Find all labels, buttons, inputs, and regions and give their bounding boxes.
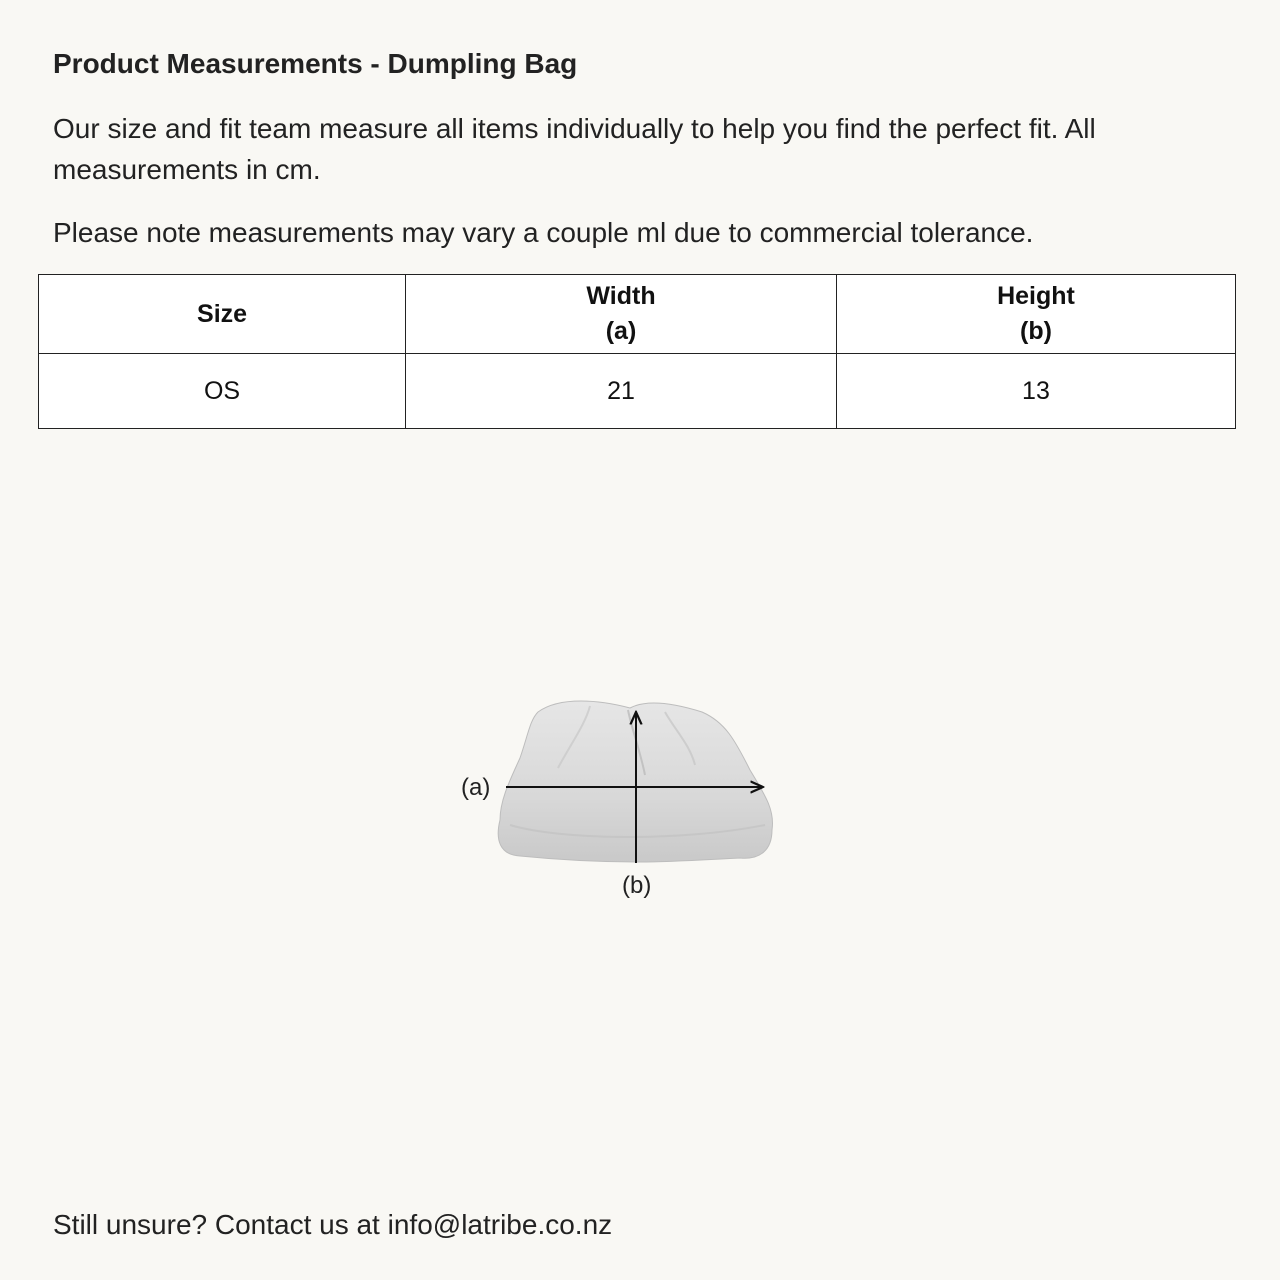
header-height-key: (b) <box>1020 317 1052 345</box>
diagram-label-width: (a) <box>461 774 491 801</box>
header-width <box>406 275 837 354</box>
table-row <box>39 354 1236 429</box>
contact-footer: Still unsure? Contact us at info@latribe.co.nz <box>53 1209 613 1240</box>
cell-height: 13 <box>836 354 1235 429</box>
diagram-label-height: (b) <box>622 872 652 899</box>
header-height <box>836 275 1235 354</box>
intro-text: Our size and fit team measure all items individually to help you find the perfect fit. All measurements in cm. <box>53 113 1096 185</box>
header-size-label: Size <box>197 299 248 328</box>
tolerance-note: Please note measurements may vary a couple ml due to commercial tolerance. <box>53 217 1034 248</box>
table-header-row <box>39 275 1236 354</box>
header-size <box>39 275 406 354</box>
measurements-table <box>38 274 1236 429</box>
page-title: Product Measurements - Dumpling Bag <box>53 48 578 79</box>
header-height-label: Height <box>997 282 1075 310</box>
dumpling-bag-illustration <box>440 690 800 910</box>
cell-size: OS <box>39 354 406 429</box>
header-width-label: Width <box>586 282 656 310</box>
cell-width: 21 <box>406 354 837 429</box>
header-width-key: (a) <box>605 317 637 345</box>
measurement-diagram <box>440 690 800 910</box>
